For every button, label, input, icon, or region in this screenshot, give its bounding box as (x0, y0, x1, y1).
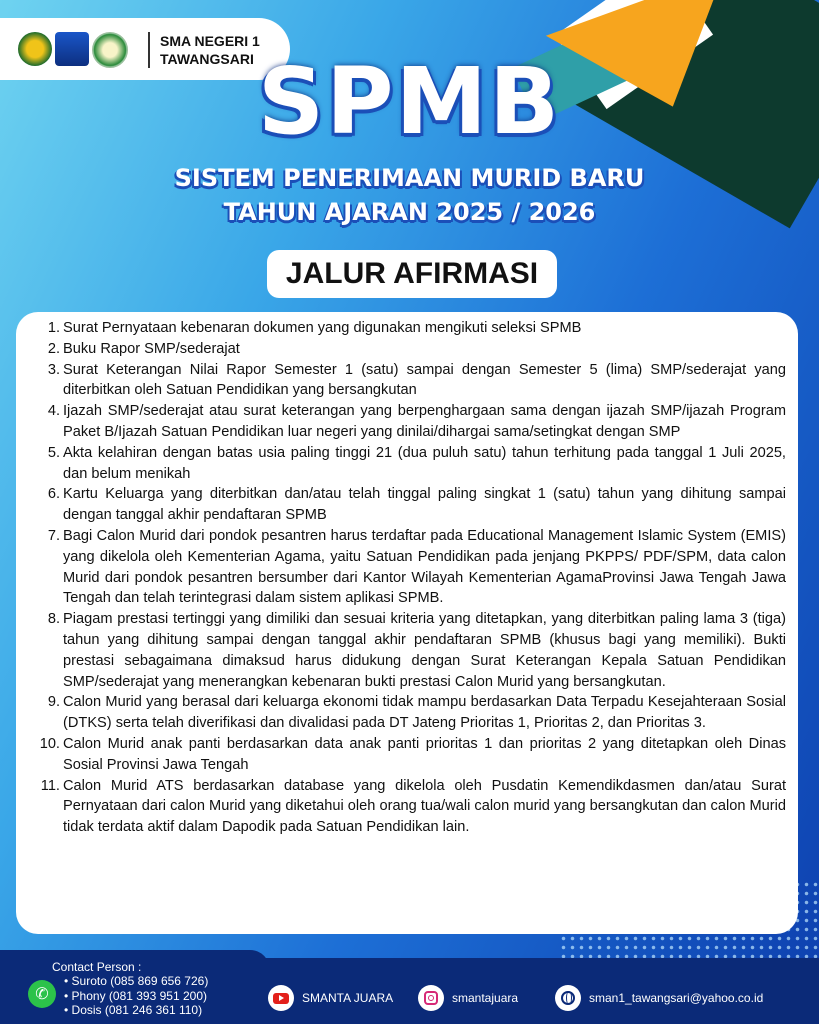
list-item: 10. Calon Murid anak panti berdasarkan data anak panti prioritas 1 dan prioritas 2 yang ditetapkan oleh Dinas Sosial Provinsi Jawa Tengah (39, 735, 786, 773)
website-label: sman1_tawangsari@yahoo.co.id (589, 991, 764, 1005)
list-item: 1. Surat Pernyataan kebenaran dokumen yang digunakan mengikuti seleksi SPMB (47, 320, 582, 336)
list-item: 6. Kartu Keluarga yang diterbitkan dan/atau telah tinggal paling singkat 1 (satu) tahun yang dihitung sampai dengan tanggal akhir pendaftaran SPMB (47, 486, 786, 524)
instagram-label: smantajuara (452, 991, 519, 1005)
list-item: 2. Buku Rapor SMP/sederajat (47, 340, 240, 357)
website-link[interactable] (555, 984, 763, 1012)
contact-label: Contact Person : (52, 960, 142, 974)
youtube-icon (268, 985, 294, 1011)
list-item: 8. Piagam prestasi tertinggi yang dimiliki dan sesuai kriteria yang ditetapkan, yang diterbitkan paling lama 3 (tiga) tahun yang dihitung sampai dengan tanggal akhir pendaftaran SPMB (khusus bagi yang memiliki). Bukti prestasi sebagaimana dimaksud harus didukung dengan Surat Keterangan Kepala Satuan Pendidikan SMP/sederajat yang menerangkan kebenaran bukti prestasi Calon Murid yang bersangkutan. (47, 611, 786, 690)
contact-list (64, 974, 208, 1018)
globe-icon (555, 985, 581, 1011)
subtitle-line2: TAHUN AJARAN 2025 / 2026 (223, 198, 596, 226)
contact-item: • Phony (081 393 951 200) (64, 989, 208, 1004)
list-item: 3. Surat Keterangan Nilai Rapor Semester 1 (satu) sampai dengan Semester 5 (lima) SMP/sederajat yang diterbitkan oleh Satuan Pendidikan yang bersangkutan (47, 361, 786, 399)
requirements-list (32, 318, 786, 838)
instagram-icon (418, 985, 444, 1011)
instagram-link[interactable] (418, 984, 518, 1012)
main-title: SPMB (257, 48, 562, 155)
youtube-link[interactable] (268, 984, 393, 1012)
list-item: 4. Ijazah SMP/sederajat atau surat keterangan yang berpenghargaan sama dengan ijazah SMP/ijazah Program Paket B/Ijazah Satuan Pendidikan luar negeri yang dinilai/dihargai sama/setingkat dengan SMP (47, 403, 786, 440)
youtube-label: SMANTA JUARA (302, 991, 394, 1005)
school-name-line2: TAWANGSARI (160, 51, 254, 67)
list-item: 9. Calon Murid yang berasal dari keluarga ekonomi tidak mampu berdasarkan Data Terpadu Kesejahteraan Sosial (DTKS) serta telah diverifikasi dan divalidasi pada DT Jateng Prioritas 1, Prioritas 2, dan Prioritas 3. (47, 694, 786, 732)
contact-item: • Suroto (085 869 656 726) (64, 974, 208, 989)
contact-item: • Dosis (081 246 361 110) (64, 1003, 208, 1018)
list-item: 5. Akta kelahiran dengan batas usia paling tinggi 21 (dua puluh satu) tahun terhitung pada tanggal 1 Juli 2025, dan belum menikah (47, 444, 786, 482)
whatsapp-icon: ✆ (28, 980, 56, 1008)
subtitle-line1: SISTEM PENERIMAAN MURID BARU (174, 164, 645, 192)
section-title: JALUR AFIRMASI (267, 250, 557, 298)
school-name-line1: SMA NEGERI 1 (160, 33, 260, 49)
list-item: 11. Calon Murid ATS berdasarkan database yang dikelola oleh Pusdatin Kemendikdasmen dan/atau Surat Pernyataan dari calon Murid yang diketahui oleh orang tua/wali calon murid yang bersangkutan dan calon Murid tidak terdata aktif dalam Dapodik pada Satuan Pendidikan lain. (40, 777, 786, 836)
list-item: 7. Bagi Calon Murid dari pondok pesantren harus terdaftar pada Educational Management Islamic System (EMIS) yang dikelola oleh Kementerian Agama, yaitu Satuan Pendidikan pada jenjang PKPPS/ PDF/SPM, data calon Murid dari pondok pesantren bersumber dari Kantor Wilayah Kementerian AgamaProvinsi Jawa Tengah Jawa Tengah dan telah terintegrasi dalam sistem aplikasi SPMB. (47, 527, 786, 607)
